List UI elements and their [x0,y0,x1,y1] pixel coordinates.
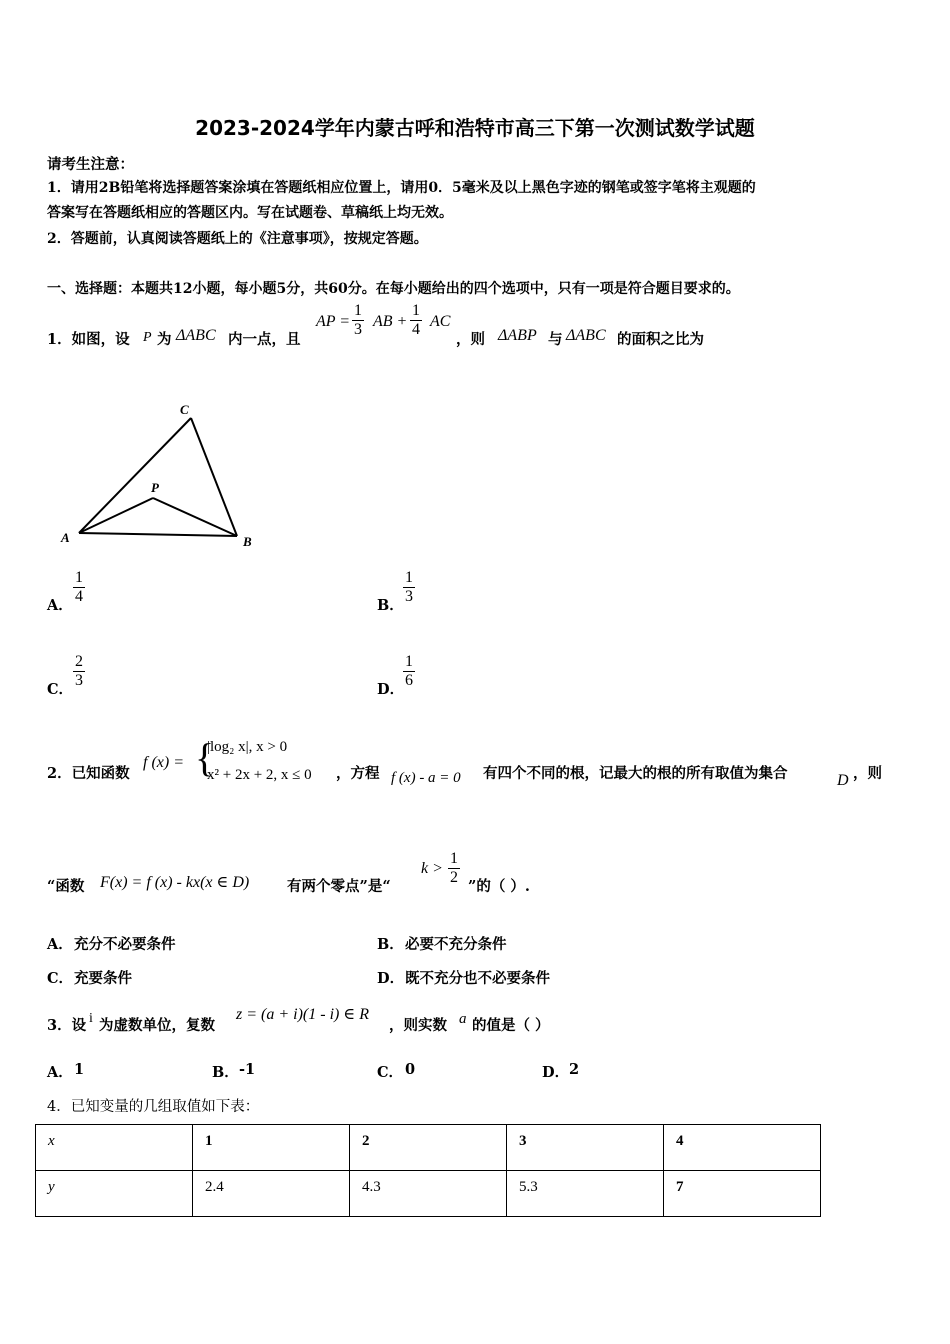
q2-set-d: D [837,772,849,789]
q1-coef-2: $\frac{1}{4}$ [412,302,420,338]
figure-label-c: C [180,402,189,417]
table-cell: 4.3 [350,1171,507,1217]
table-row [36,1171,821,1217]
q2-equation: f (x) - a = 0 [391,770,461,786]
q3-complex-z: z = (a + i)(1 - i) ∈ R [236,1006,369,1023]
table-row [36,1125,821,1171]
q1-vector-ab: AB + [373,313,408,330]
q1-suffix: 的面积之比为 [617,331,704,348]
q2-k-condition: k > [421,860,443,877]
q4-prompt: 4．已知变量的几组取值如下表： [47,1099,260,1115]
q1-mid3: ，则 [456,331,485,348]
figure-label-p: P [151,480,159,495]
q1-option-a-value: $\frac{1}{4}$ [75,569,83,605]
q3-option-c-text: 0 [405,1061,416,1078]
triangle-figure [55,400,275,550]
table-cell: 4 [664,1125,821,1171]
q2-line2-suffix: ”的（ ）. [468,878,530,895]
q2-k-fraction: $\frac{1}{2}$ [450,850,458,886]
q3-option-a-text: 1 [74,1061,85,1078]
page-title: 2023-2024学年内蒙古呼和浩特市高三下第一次测试数学试题 [195,116,755,140]
section-heading: 一、选择题：本题共12小题，每小题5分，共60分。在每小题给出的四个选项中，只有一项是符合题目要求的。 [47,281,740,297]
q1-option-d-label: D． [377,681,405,698]
q2-option-c-text: 充要条件 [74,970,132,987]
q1-triangle1: ΔABC [176,327,216,344]
q1-coef-1: $\frac{1}{3}$ [354,302,362,338]
q2-option-d-label: D． [377,970,405,987]
table-cell: 2 [350,1125,507,1171]
figure-label-a: A [61,530,70,545]
table-cell-header-y: y [36,1171,193,1217]
q2-option-c-label: C． [47,970,74,987]
q2-line2-mid: 有两个零点”是“ [287,878,391,895]
notice-item1-line2: 答案写在答题纸相应的答题区内。写在试题卷、草稿纸上均无效。 [47,205,453,221]
q1-prefix: 1．如图，设 [47,331,130,348]
q3-prefix: 3．设 [47,1017,87,1034]
q1-point-p: P [143,330,152,345]
q1-triangle3: ΔABC [566,327,606,344]
q2-case-1: |log₂ x|, x > 0 [207,739,288,755]
q1-option-b-label: B． [377,597,404,614]
q3-option-d-label: D． [542,1064,570,1081]
q2-brace: { [195,735,215,780]
q1-option-d-value: $\frac{1}{6}$ [405,653,413,689]
q3-suffix: 的值是（ ） [472,1017,550,1034]
q3-option-a-label: A． [47,1064,73,1081]
table-cell: 7 [664,1171,821,1217]
table-cell: 1 [193,1125,350,1171]
notice-heading: 请考生注意： [47,156,134,173]
q3-option-d-text: 2 [569,1061,580,1078]
table-cell: 3 [507,1125,664,1171]
table-cell: 2.4 [193,1171,350,1217]
figure-label-b: B [243,534,252,549]
q1-mid2: 内一点，且 [228,331,301,348]
q3-option-c-label: C． [377,1064,404,1081]
q1-option-c-value: $\frac{2}{3}$ [75,653,83,689]
q1-mid1: 为 [157,331,172,348]
q2-line2-prefix: “函数 [47,878,85,895]
q4-data-table [35,1124,821,1217]
q2-option-a-label: A． [47,936,73,953]
q2-mid2: 有四个不同的根，记最大的根的所有取值为集合 [483,765,788,782]
q1-option-b-value: $\frac{1}{3}$ [405,569,413,605]
q3-mid2: ，则实数 [389,1017,447,1034]
q2-option-a-text: 充分不必要条件 [74,936,176,953]
q2-option-b-text: 必要不充分条件 [405,936,507,953]
q1-triangle2: ΔABP [498,327,537,344]
q2-prefix: 2．已知函数 [47,765,130,782]
notice-item2: 2．答题前，认真阅读答题纸上的《注意事项》，按规定答题。 [47,231,428,247]
q3-imaginary-unit: i [89,1011,93,1026]
notice-item1-line1: 1．请用2B铅笔将选择题答案涂填在答题纸相应位置上，请用0．5毫米及以上黑色字迹的钢笔或签字笔将主观题的 [47,180,756,196]
q1-vector-ac: AC [430,313,451,330]
q3-option-b-label: B． [212,1064,239,1081]
q2-case-2: x² + 2x + 2, x ≤ 0 [207,767,312,783]
q2-mid1: ，方程 [336,765,380,782]
q2-function-F: F(x) = f (x) - kx(x ∈ D) [100,874,250,891]
q1-option-a-label: A． [47,597,73,614]
q2-option-b-label: B． [377,936,404,953]
q3-option-b-text: -1 [239,1061,256,1078]
q3-real-a: a [459,1011,467,1027]
q2-option-d-text: 既不充分也不必要条件 [405,970,550,987]
q2-function-f: f (x) = [143,754,184,771]
table-cell-header-x: x [36,1125,193,1171]
q1-vector-ap: AP = [316,313,351,330]
table-cell: 5.3 [507,1171,664,1217]
q2-mid3: ，则 [853,765,882,782]
q1-mid4: 与 [548,331,563,348]
q3-mid1: 为虚数单位，复数 [99,1017,215,1034]
q1-option-c-label: C． [47,681,74,698]
